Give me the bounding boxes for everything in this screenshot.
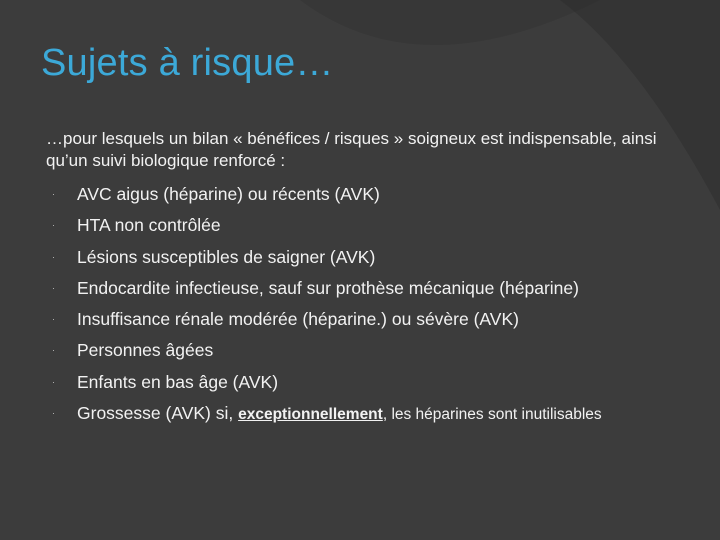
bullet-dot-icon: · xyxy=(52,376,55,387)
bullet-item xyxy=(46,181,714,212)
bullet-text: Endocardite infectieuse, sauf sur prothèse mécanique (héparine) xyxy=(77,277,579,298)
bullet-item xyxy=(46,337,714,368)
bullet-text-composite xyxy=(77,400,602,428)
bullet-text: HTA non contrôlée xyxy=(77,215,221,236)
bullet-dot-icon: · xyxy=(52,282,55,293)
bullet-item xyxy=(46,212,714,243)
bullet-text: Insuffisance rénale modérée (héparine.) ou sévère (AVK) xyxy=(77,309,519,330)
bullet-emphasis: exceptionnellement xyxy=(238,406,383,424)
bullet-item xyxy=(46,369,714,400)
bullet-text: Lésions susceptibles de saigner (AVK) xyxy=(77,246,376,267)
bullet-dot-icon: · xyxy=(52,314,55,325)
bullet-list xyxy=(46,181,714,431)
intro-text: …pour lesquels un bilan « bénéfices / risques » soigneux est indispensable, ainsi qu’un suivi biologique renforcé : xyxy=(46,129,657,170)
bullet-dot-icon: · xyxy=(52,251,55,262)
bullet-item xyxy=(46,275,714,306)
slide-title: Sujets à risque… xyxy=(41,42,334,84)
bullet-item xyxy=(46,244,714,275)
bullet-item xyxy=(46,306,714,337)
bullet-item-last xyxy=(46,400,714,431)
bullet-dot-icon: · xyxy=(52,345,55,356)
bullet-dot-icon: · xyxy=(52,220,55,231)
bullet-text-part2: , les héparines sont inutilisables xyxy=(382,406,602,424)
bullet-text: AVC aigus (héparine) ou récents (AVK) xyxy=(77,184,380,204)
bullet-dot-icon: · xyxy=(52,189,55,199)
bullet-text-part1: Grossesse (AVK) si, xyxy=(77,403,239,424)
bullet-text: Enfants en bas âge (AVK) xyxy=(77,371,279,392)
bullet-dot-icon: · xyxy=(52,408,55,419)
bullet-text: Personnes âgées xyxy=(77,340,214,361)
